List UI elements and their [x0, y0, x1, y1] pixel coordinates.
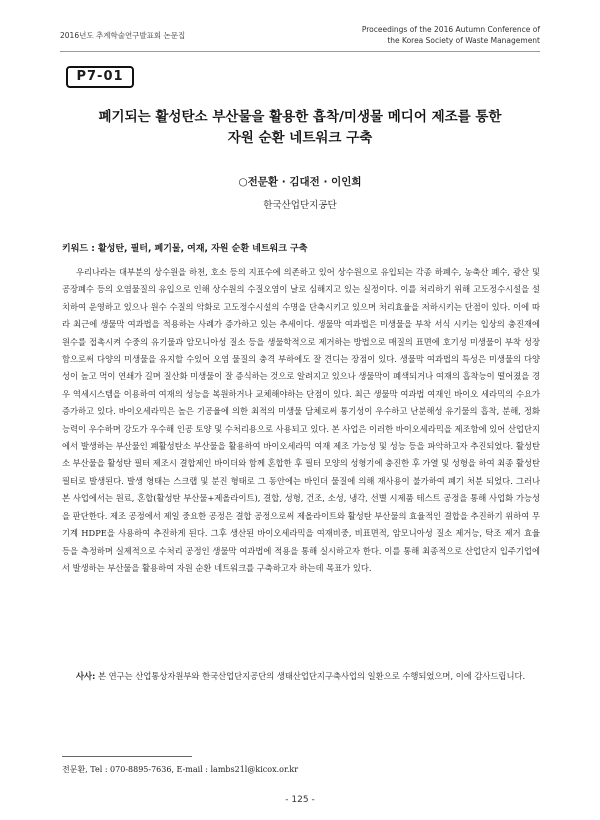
ack-text: 본 연구는 산업통상자원부와 한국산업단지공단의 생태산업단지구축사업의 일환으로 수행되었으며, 이에 감사드립니다. [95, 671, 526, 681]
title-line-2: 자원 순환 네트워크 구축 [227, 130, 373, 146]
running-header-korean: 2016년도 추계학술연구발표회 논문집 [60, 31, 186, 40]
footnote-contact: 전문환, Tel : 070-8895-7636, E-mail : lambs21l@kicox.or.kr [62, 765, 299, 774]
acknowledgement [62, 668, 540, 685]
paper-id-badge: P7-01 [66, 66, 134, 88]
page-number: - 125 - [285, 795, 315, 805]
author-list: ○전문환 · 김대전 · 이인희 [238, 176, 362, 188]
running-header-english [362, 24, 540, 46]
abstract-body [62, 264, 540, 577]
affiliation: 한국산업단지공단 [263, 200, 337, 211]
paper-title [60, 107, 540, 149]
running-header-line1: Proceedings of the 2016 Autumn Conference of [361, 25, 540, 34]
header-divider [60, 51, 540, 52]
ack-label: 사사: [76, 671, 96, 681]
footnote-divider [62, 756, 192, 757]
running-header-line2: the Korea Society of Waste Management [387, 36, 540, 45]
keywords: 키워드 : 활성탄, 필터, 폐기물, 여재, 자원 순환 네트워크 구축 [62, 244, 308, 254]
abstract-paragraph: 우리나라는 대부분의 상수원을 하천, 호소 등의 지표수에 의존하고 있어 상수원으로 유입되는 각종 하폐수, 농축산 폐수, 광산 및 공장폐수 등의 오염물질의 유입으로 인해 상수원의 수질오염이 날로 심해지고 있는 실정이다. 이를 처리하기 위해 고도정수시설을 설치하여 운영하고 있으나 원수 수질의 악화로 고도정수시설의 수명을 단축시키고 있으며 처리효율을 저하시키는 단점이 있다. 이에 따라 최근에 생물막 여과법을 적용하는 사례가 증가하고 있는 추세이다. 생물막 여과법은 미생물을 부착 서식 시키는 입상의 충진재에 원수를 접촉시켜 수중의 유기물과 암모니아성 질소 등을 생물학적으로 제거하는 방법으로 매질의 표면에 호기성 미생물이 부착 성장함으로써 다양의 미생물을 유지할 수있어 오염 물질의 충격 부하에도 잘 견디는 장점이 있다. 생물막 여과법의 특성은 미생물의 다양성이 높고 먹이 연쇄가 길며 질산화 미생물이 잘 증식하는 것으로 알려지고 있으나 생물막이 폐색되거나 여재의 흡착능이 떨어졌을 경우 역세시스템을 이용하여 여재의 성능을 복원하거나 교체해야하는 단점이 있다. 최근 생물막 여과법 여재인 바이오 세라믹의 수요가 증가하고 있다. 바이오세라믹은 높은 기공율에 의한 최적의 미생물 담체로써 통기성이 우수하고 난분해성 유기물의 흡착, 분해, 정화 능력이 우수하며 강도가 우수해 인공 토양 및 수처리용으로 사용되고 있다. 본 사업은 이러한 바이오세라믹을 제조함에 있어 산업단지에서 발생하는 부산물인 폐활성탄소 부산물을 활용하여 바이오세라믹 여재 제조 가능성 및 성능 등을 파악하고자 추진되었다. 활성탄소 부산물을 활성탄 필터 제조시 결합제인 바이더와 함께 혼합한 후 필터 모양의 성형기에 충진한 후 가열 및 성형을 하여 최종 활성탄 필터로 발생된다. 발생 형태는 스크랩 및 분진 형태로 그 동안에는 바인더 물질에 의해 재사용이 불가하여 폐기 처분 되었다. 그러나 본 사업에서는 원료, 혼합(활성탄 부산물+제올라이트), 결합, 성형, 건조, 소성, 냉각, 선별 시제품 테스트 공정을 통해 사업화 가능성을 판단한다. 제조 공정에서 제일 중요한 공정은 결합 공정으로써 제올라이트와 활성탄 부산물의 효율적인 결합을 추진하기 위하여 무기계 HDPE을 사용하여 추진하게 된다. 그후 생산된 바이오세라믹을 여재비중, 비표면적, 암모니아성 질소 제거능, 탁조 제거 효율 등을 측정하며 실제적으로 수처리 공정인 생물막 여과법에 적용을 통해 실시하고자 한다. 이를 통해 최종적으로 산업단지 입주기업에서 발생하는 부산물을 활용하여 자원 순환 네트워크를 구축하고자 하는데 목표가 있다. [62, 267, 540, 573]
title-line-1: 폐기되는 활성탄소 부산물을 활용한 흡착/미생물 메디어 제조를 통한 [98, 109, 502, 125]
